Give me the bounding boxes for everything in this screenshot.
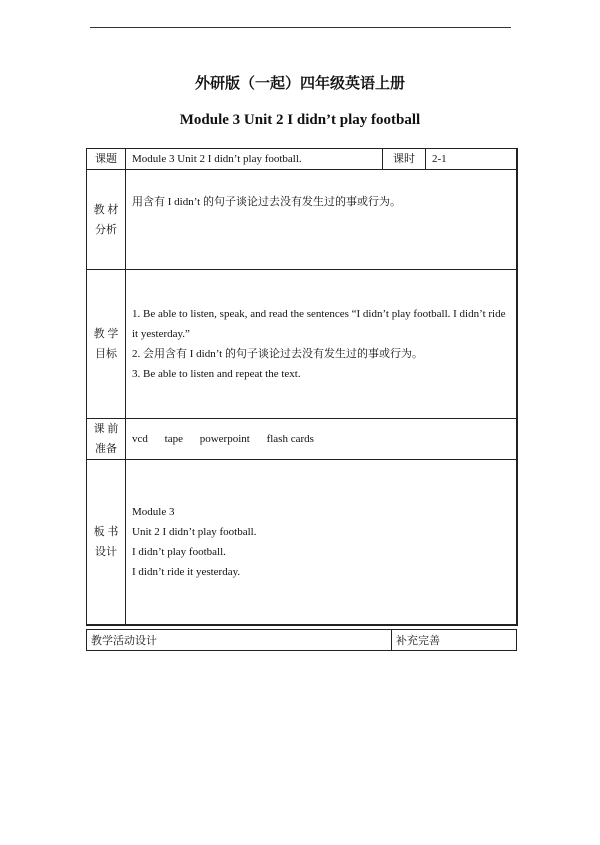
- page-title: 外研版（一起）四年级英语上册: [194, 74, 405, 92]
- prep-item: vcd: [132, 433, 148, 445]
- goals-row: [87, 270, 517, 419]
- board-line: Module 3: [132, 506, 175, 518]
- lesson-plan-table: [86, 148, 518, 626]
- period-value: 2-1: [426, 149, 517, 170]
- supplement-label: 补充完善: [392, 630, 517, 651]
- prep-item: powerpoint: [199, 433, 250, 445]
- period-label: 课时: [383, 149, 426, 170]
- topic-row: [87, 149, 517, 170]
- analysis-row: [87, 170, 517, 270]
- goal-item: 3. Be able to listen and repeat the text.: [132, 368, 301, 380]
- analysis-label: 教 材 分析: [87, 170, 126, 270]
- activity-table: [86, 629, 517, 651]
- board-line: I didn’t ride it yesterday.: [132, 566, 241, 578]
- board-design-row: [87, 460, 517, 626]
- preparation-list: [126, 419, 517, 460]
- board-design-content: [126, 460, 517, 626]
- lesson-title: Module 3 Unit 2 I didn’t play football: [179, 112, 421, 128]
- board-design-label: 板 书 设计: [87, 460, 126, 626]
- prep-item: tape: [164, 433, 183, 445]
- analysis-text: 用含有 I didn’t 的句子谈论过去没有发生过的事或行为。: [126, 170, 517, 270]
- header-rule: [90, 27, 511, 28]
- goals-list: [126, 270, 517, 419]
- board-line: I didn’t play football.: [132, 546, 226, 558]
- activity-header-row: [87, 630, 517, 651]
- goal-item: 1. Be able to listen, speak, and read the sentences “I didn’t play football. I didn’t ride it yesterday.”: [132, 308, 506, 340]
- preparation-label: 课 前 准备: [87, 419, 126, 460]
- topic-value: Module 3 Unit 2 I didn’t play football.: [126, 149, 383, 170]
- board-line: Unit 2 I didn’t play football.: [132, 526, 257, 538]
- activity-design-label: 教学活动设计: [87, 630, 392, 651]
- prep-item: flash cards: [266, 433, 314, 445]
- goals-label: 教 学 目标: [87, 270, 126, 419]
- goal-item: 2. 会用含有 I didn’t 的句子谈论过去没有发生过的事或行为。: [132, 348, 423, 360]
- preparation-row: [87, 419, 517, 460]
- topic-label: 课题: [87, 149, 126, 170]
